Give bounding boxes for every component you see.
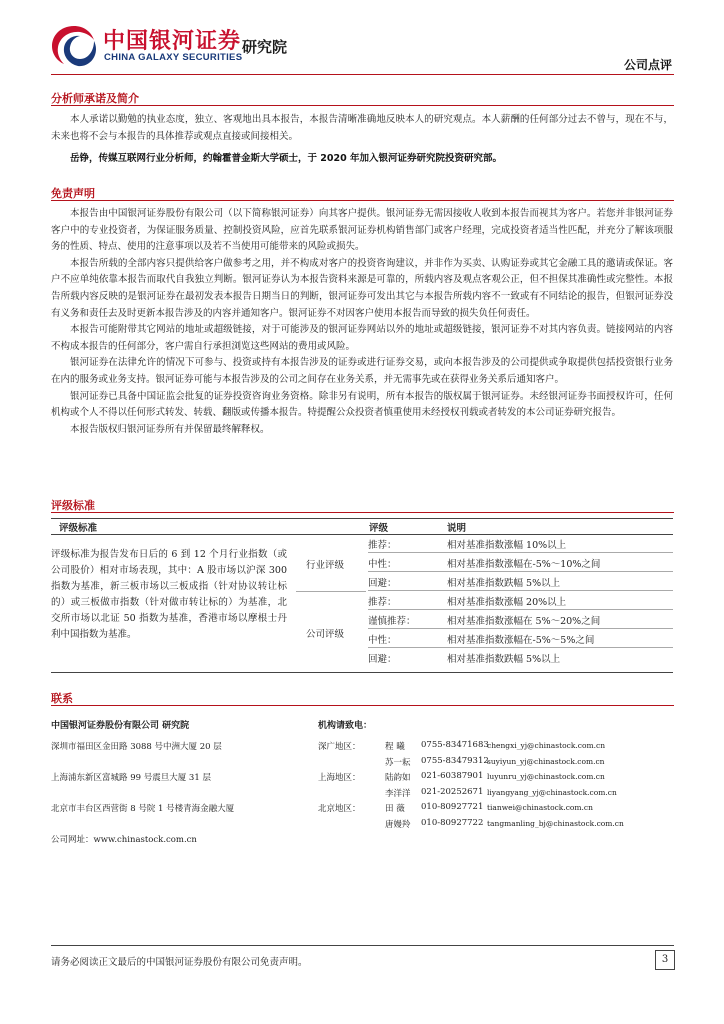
- contact-rule: [51, 705, 674, 706]
- rating-desc: 相对基准指数涨幅 10%以上: [447, 540, 567, 551]
- contact-name: 程 曦: [385, 742, 405, 752]
- inst-contact-title: 机构请致电：: [318, 721, 373, 731]
- rating-level: 中性：: [368, 635, 397, 646]
- analyst-rule: [51, 105, 674, 106]
- contact-email[interactable]: luyunru_yj@chinastock.com.cn: [487, 772, 605, 781]
- address-shenzhen: 深圳市福田区金田路 3088 号中洲大厦 20 层: [51, 742, 222, 752]
- contact-phone: 010-80927721: [421, 802, 484, 812]
- contact-title: 联系: [51, 692, 73, 705]
- disclaimer-paragraph: 本报告可能附带其它网站的地址或超级链接，对于可能涉及的银河证券网站以外的地址或超级链接，银河证券不对其内容负责。链接网站的内容不构成本报告的任何部分，客户需自行承担浏览这些网站的费用或风险。: [51, 324, 673, 352]
- contact-name: 唐嫚羚: [385, 820, 411, 830]
- contact-name: 田 薇: [385, 804, 405, 814]
- disclaimer-paragraph: 银河证券已具备中国证监会批复的证券投资咨询业务资格。除非另有说明，所有本报告的版权属于银河证券。未经银河证券书面授权许可，任何机构或个人不得以任何形式转发、转载、翻版或传播本报告。特提醒公众投资者慎重使用未经授权刊载或者转发的本公司证券研究报告。: [51, 390, 673, 419]
- industry-rating-label: 行业评级: [306, 560, 345, 571]
- col-standard: 评级标准: [59, 523, 98, 534]
- company-website[interactable]: 公司网址：www.chinastock.com.cn: [51, 835, 197, 845]
- rating-desc: 相对基准指数涨幅在-5%～5%之间: [447, 635, 595, 646]
- institute-label: 研究院: [242, 38, 288, 56]
- company-rating-label: 公司评级: [306, 629, 345, 640]
- rating-category-divider: [296, 591, 366, 592]
- contact-email[interactable]: suyiyun_yj@chinastock.com.cn: [487, 757, 605, 766]
- contact-email[interactable]: liyangyang_yj@chinastock.com.cn: [487, 788, 617, 797]
- rating-level: 推荐：: [368, 597, 397, 608]
- rating-desc: 相对基准指数跌幅 5%以上: [447, 578, 561, 589]
- galaxy-logo-icon: [50, 24, 98, 68]
- rating-row: [368, 648, 673, 666]
- disclaimer-title: 免责声明: [51, 187, 95, 200]
- logo-cn: 中国银河证券: [103, 29, 242, 54]
- rating-description: 评级标准为报告发布日后的 6 到 12 个月行业指数（或公司股价）相对市场表现，其中：A 股市场以沪深 300 指数为基准，新三板市场以三板成指（针对协议转让标的）或三板做市指数（针对做市转让标的）为基准，北交所市场以北证 50 指数为基准，香港市场以摩根士丹利中国指数为基准。: [51, 549, 287, 640]
- col-desc: 说明: [447, 523, 467, 534]
- rating-row: [368, 534, 673, 553]
- header-rule: [51, 74, 674, 75]
- address-beijing: 北京市丰台区西营街 8 号院 1 号楼青海金融大厦: [51, 804, 235, 814]
- disclaimer-paragraph: 银河证券在法律允许的情况下可参与、投资或持有本报告涉及的证券或进行证券交易，或向本报告涉及的公司提供或争取提供包括投资银行业务在内的服务或业务支持。银河证券可能与本报告涉及的公司之间存在业务关系，并无需事先或在获得业务关系后通知客户。: [51, 357, 673, 385]
- contact-phone: 010-80927722: [421, 818, 484, 828]
- region-label: 上海地区：: [318, 773, 361, 783]
- address-shanghai: 上海浦东新区富城路 99 号震旦大厦 31 层: [51, 773, 211, 783]
- rating-level: 谨慎推荐：: [368, 616, 416, 627]
- rating-row: [368, 610, 673, 629]
- rating-desc: 相对基准指数涨幅在-5%～10%之间: [447, 559, 601, 570]
- header: [0, 0, 724, 72]
- rating-desc: 相对基准指数涨幅在 5%～20%之间: [447, 616, 601, 627]
- rating-level: 推荐：: [368, 540, 397, 551]
- contact-name: 李洋洋: [385, 789, 411, 799]
- rating-desc: 相对基准指数涨幅 20%以上: [447, 597, 567, 608]
- rating-table-header: [51, 518, 673, 535]
- contact-phone: 0755-83479312: [421, 756, 489, 766]
- disclaimer-paragraph: 本报告所载的全部内容只提供给客户做参考之用，并不构成对客户的投资咨询建议，并非作为买卖、认购证券或其它金融工具的邀请或保证。客户不应单纯依靠本报告而取代自我独立判断。银河证券认为本报告资料来源是可靠的，所载内容及观点客观公正，但不担保其准确性或完整性。本报告所载内容反映的是银河证券在最初发表本报告日期当日的判断，银河证券可发出其它与本报告所载内容不一致或有不同结论的报告，但银河证券没有义务和责任去及时更新本报告涉及的内容并通知客户。银河证券不对因客户使用本报告而导致的损失负任何责任。: [51, 257, 673, 319]
- contact-email[interactable]: tangmanling_bj@chinastock.com.cn: [487, 819, 624, 828]
- rating-row: [368, 572, 673, 591]
- report-type: 公司点评: [624, 58, 673, 72]
- logo-en: CHINA GALAXY SECURITIES: [104, 52, 243, 63]
- contact-phone: 0755-83471683: [421, 740, 489, 750]
- analyst-commitment: [51, 112, 673, 145]
- company-name: 中国银河证券股份有限公司 研究院: [51, 721, 190, 731]
- rating-level: 回避：: [368, 578, 397, 589]
- rating-title: 评级标准: [51, 499, 95, 512]
- rating-table-bottom-rule: [51, 672, 673, 673]
- disclaimer-rule: [51, 200, 674, 201]
- contact-phone: 021-60387901: [421, 771, 484, 781]
- disclaimer-body: [51, 206, 673, 438]
- region-label: 北京地区：: [318, 804, 361, 814]
- region-label: 深广地区：: [318, 742, 361, 752]
- contact-name: 陆韵如: [385, 773, 411, 783]
- disclaimer-paragraph: 本报告版权归银河证券所有并保留最终解释权。: [70, 423, 270, 435]
- contact-email[interactable]: tianwei@chinastock.com.cn: [487, 803, 593, 812]
- analyst-section-title: 分析师承诺及简介: [51, 92, 139, 105]
- page-number: 3: [655, 950, 675, 970]
- disclaimer-paragraph: 本报告由中国银河证券股份有限公司（以下简称银河证券）向其客户提供。银河证券无需因接收人收到本报告而视其为客户。若您并非银河证券客户中的专业投资者，为保证服务质量、控制投资风险，应首先联系银河证券机构销售部门或客户经理，完成投资者适当性匹配，并充分了解该项服务的性质、特点、使用的注意事项以及若不当使用可能带来的风险或损失。: [51, 208, 673, 253]
- commitment-text: 本人承诺以勤勉的执业态度，独立、客观地出具本报告，本报告清晰准确地反映本人的研究观点。本人薪酬的任何部分过去不曾与，现在不与，未来也将不会与本报告的具体推荐或观点直接或间接相关。: [51, 114, 673, 142]
- rating-level: 回避：: [368, 654, 397, 665]
- footer-rule: [51, 945, 674, 946]
- rating-row: [368, 553, 673, 572]
- rating-row: [368, 629, 673, 648]
- analyst-bio: 岳铮，传媒互联网行业分析师，约翰霍普金斯大学硕士，于 2020 年加入银河证券研究院投资研究部。: [70, 153, 503, 164]
- rating-rule: [51, 512, 674, 513]
- contact-email[interactable]: chengxi_yj@chinastock.com.cn: [487, 741, 606, 750]
- footer-notice: 请务必阅读正文最后的中国银河证券股份有限公司免责声明。: [51, 957, 308, 968]
- contact-name: 苏一耘: [385, 758, 411, 768]
- rating-level: 中性：: [368, 559, 397, 570]
- rating-desc: 相对基准指数跌幅 5%以上: [447, 654, 561, 665]
- contact-phone: 021-20252671: [421, 787, 484, 797]
- col-rating: 评级: [369, 523, 389, 534]
- rating-row: [368, 591, 673, 610]
